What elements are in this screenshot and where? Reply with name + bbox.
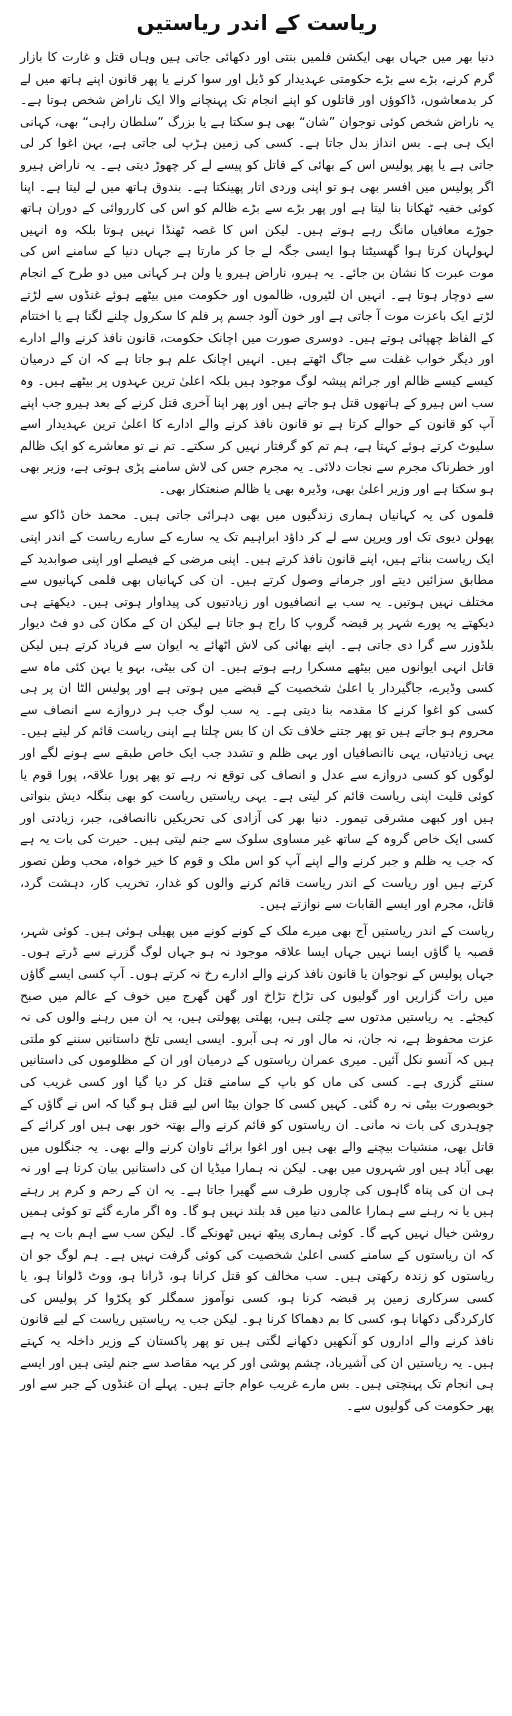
paragraph: فلموں کی یہ کہانیاں ہماری زندگیوں میں بھی دہرائی جاتی ہیں۔ محمد خان ڈاکو سے پھولن دیوی تک اور ویرپن سے لے کر داؤد ابراہیم تک یہ سارے کے سارے ریاست کے اندر اپنی ایک ریاست بناتے ہیں، اپنے قانون نافذ کرتے ہیں۔ اپنی مرضی کے فیصلے اور اپنی صوابدید کے مطابق سزائیں دیتے اور جرمانے وصول کرتے ہیں۔ ان کی کہانیاں بھی فلمی کہانیوں سے مختلف نہیں ہوتیں۔ یہ سب بے انصافیوں اور زیادتیوں کی پیداوار ہوتی ہیں۔ دیکھتے ہی دیکھتے یہ پورے شہر پر قبضہ گروپ کا راج ہو جاتا ہے لیکن ان کے مکان کی دو فٹ دیوار بلڈوزر سے گرا دی جاتی ہے۔ اپنے بھائی کی لاش اٹھائے یہ ایوان سے فریاد کرتے ہیں لیکن قاتل انہی ایوانوں میں بیٹھے مسکرا رہے ہوتے ہیں۔ ان کی بیٹی، بہو یا بہن کئی ماہ سے کسی وڈیرے، جاگیردار یا اعلیٰ شخصیت کے قبضے میں ہوتی ہے اور پولیس الٹا ان پر ہی کسی کو اغوا کرنے کا مقدمہ بنا دیتی ہے۔ یہ سب لوگ جب ہر دروازے سے انصاف سے محروم ہو جاتے ہیں تو پھر جتنے خلاف تک ان کا بس چلتا ہے اپنی ریاست قائم کر لیتے ہیں۔ یہی زیادتیاں، یہی ناانصافیاں اور یہی ظلم و تشدد جب ایک خاص طبقے سے ہونے لگے اور لوگوں کو کسی دروازے سے عدل و انصاف کی توقع نہ رہے تو پھر پورا علاقہ، پورا قوم یا کوئی قلیت اپنی ریاست قائم کر لیتی ہے۔ یہی ریاستیں ریاست کو بھی بنگلہ دیش بنواتی ہیں اور کبھی مشرقی تیمور۔ دنیا بھر کی آزادی کی تحریکیں ناانصافی، جبر، زیادتی اور کسی ایک خاص گروہ کے ساتھ غیر مساوی سلوک سے جنم لیتی ہیں۔ حیرت کی بات یہ ہے کہ جب یہ ظلم و جبر کرنے والے اپنے آپ کو اس ملک و قوم کا خیر خواہ، محب وطن تصور کرتے ہیں اور ریاست کے اندر ریاست قائم کرنے والوں کو غدار، تخریب کار، دہشت گرد، قاتل، مجرم اور ایسے القابات سے نوازتے ہیں۔ — [20, 507, 494, 912]
headline: ریاست کے اندر ریاستیں — [136, 11, 378, 35]
paragraph: ریاست کے اندر ریاستیں آج بھی میرے ملک کے کونے کونے میں پھیلی ہوئی ہیں۔ کوئی شہر، قصبہ یا گاؤں ایسا نہیں جہاں ایسا علاقہ موجود نہ ہو جہاں لوگ گزرنے سے ڈرتے ہوں۔ جہاں پولیس کے نوجوان یا قانون نافذ کرنے والے ادارے رخ نہ کرتے ہوں۔ آپ کسی ایسے گاؤں میں رات گزاریں اور گولیوں کی تڑاخ تڑاخ اور گھن گھرج میں خوف کے عالم میں صبح کیجئے۔ یہ ریاستیں مدتوں سے چلتی ہیں، پھلتی پھولتی ہیں، یہ ان میں رہنے والوں کی نہ عزت محفوظ ہے، نہ جان، نہ مال اور نہ ہی آبرو۔ ایسی ایسی تلخ داستانیں سننے کو ملتی ہیں کہ آنسو نکل آئیں۔ میری عمران ریاستوں کے درمیان اور ان کے مظلوموں کی داستانیں سنتے گزری ہے۔ کسی کی ماں کو باپ کے سامنے قتل کر دیا گیا اور کسی غریب کی خوبصورت بیٹی نہ رہ گئی۔ کہیں کسی کا جوان بیٹا اس لیے قتل ہو گیا کہ اس نے گاؤں کے چوہدری کی بات نہ مانی۔ ان ریاستوں کو قائم کرنے والے بھتہ خور بھی ہیں اور کرائے کے قاتل بھی، منشیات بیچنے والے بھی ہیں اور اغوا برائے تاوان کرنے والے بھی۔ یہ جنگلوں میں بھی آباد ہیں اور شہروں میں بھی۔ لیکن نہ ہمارا میڈیا ان کی داستانیں بیان کرتا ہے اور نہ ہی ان کی پناہ گاہوں کی چاروں طرف سے گھیرا جاتا ہے۔ یہ ان کے رحم و کرم پر رہتے ہیں یا نہ رہنے سے ہمارا عالمی دنیا میں قد بلند نہیں ہو گا۔ وہ اگر مارے گئے تو کوئی ہمیں روشن خیال نہیں کہے گا۔ کوئی ہماری پیٹھ نہیں ٹھونکے گا۔ لیکن سب سے اہم بات یہ ہے کہ ان ریاستوں کے سامنے کسی اعلیٰ شخصیت کی کوئی گرفت نہیں ہے۔ ہم لوگ جو ان ریاستوں کو زندہ رکھتی ہیں۔ سب مخالف کو قتل کرانا ہو، ڈرانا ہو، ووٹ ڈلوانا ہو، یا کسی سرکاری زمین پر قبضہ کرنا ہو، کسی نوآموز سمگلر کو پکڑوا کر پولیس کی کارکردگی دکھانا ہو، کسی کا بم دھماکا کرنا ہو۔ لیکن جب یہ ریاستیں ریاست کے لیے قانون نافذ کرنے والے اداروں کو آنکھیں دکھانے لگتی ہیں تو پھر پاکستان کے وزیر داخلہ یہ کہتے ہیں۔ یہ ریاستیں ان کی آشیرباد، چشم پوشی اور کر یہہ مقاصد سے جنم لیتی ہیں اور ایسے ہی انجام تک پہنچتی ہیں۔ بس مارے غریب عوام جاتے ہیں۔ پہلے ان غنڈوں کے جبر سے اور پھر حکومت کی گولیوں سے۔ — [20, 922, 494, 1413]
article-body — [20, 46, 494, 1416]
paragraph: دنیا بھر میں جہاں بھی ایکشن فلمیں بنتی اور دکھائی جاتی ہیں وہاں قتل و غارت کا بازار گرم کرنے، بڑے سے بڑے حکومتی عہدیدار کو ڈیل اور سوا کرنے یا پھر قانون اپنے ہاتھ میں لے کر بدمعاشوں، ڈاکوؤں اور قاتلوں کو اپنے انجام تک پہنچانے والا ایک ناراض شخص ہوتا ہے۔ یہ ناراض شخص کوئی نوجوان ”شان“ بھی ہو سکتا ہے یا بزرگ ”سلطان راہی“ بھی، کہانی ایک ہی ہے۔ بس انداز بدل جاتا ہے۔ کسی کی زمین ہڑپ لی جاتی ہے، بہن اغوا کر لی جاتی ہے یا پھر پولیس اس کے بھائی کے قاتل کو پیسے لے کر چھوڑ دیتی ہے۔ یہ ناراض ہیرو اگر پولیس میں افسر بھی ہو تو اپنی وردی اتار پھینکتا ہے۔ بندوق ہاتھ میں لے لیتا ہے۔ اپنا کوئی خفیہ ٹھکانا بنا لیتا ہے اور پھر بڑے سے بڑے ظالم کو اس کی کارروائی کے دوران ہاتھ جوڑے معافیاں مانگ رہے ہوتے ہیں۔ لیکن اس کا غصہ ٹھنڈا نہیں ہوتا بلکہ وہ انہیں لہولہان کرتا ہوا گھسیٹتا ہوا ایسی جگہ لے جا کر مارتا ہے جہاں دنیا کے سامنے اس کی موت عبرت کا نشان بن جائے۔ یہ ہیرو، ناراض ہیرو یا ولن ہر کہانی میں دو طرح کے انجام سے دوچار ہوتا ہے۔ انہیں ان لٹیروں، ظالموں اور حکومت میں بیٹھے ہوئے غنڈوں سے لڑتے لڑتے ایک باعزت موت آ جاتی ہے اور خون آلود جسم پر فلم کا سکرول چلنے لگتا ہے یا اختتام کے الفاظ چھپائی ہوتے ہیں۔ دوسری صورت میں اچانک حکومت، قانون نافذ کرنے والے ادارے اور دیگر خواب غفلت سے جاگ اٹھتے ہیں۔ انہیں اچانک علم ہو جاتا ہے کہ ان کے درمیان کیسے کیسے ظالم اور جرائم پیشہ لوگ موجود ہیں بلکہ اعلیٰ ترین عہدوں پر بیٹھے ہیں۔ وہ سب اس ہیرو کے ہاتھوں قتل ہو جاتے ہیں اور پھر اپنا آخری قتل کرنے کے بعد ہیرو جب اپنے آپ کو قانون کے حوالے کرتا ہے تو قانون نافذ کرنے والے ادارے کا اعلیٰ ترین عہدیدار اسے سلیوٹ کرتے ہوئے کہتا ہے، ہم تم کو گرفتار نہیں کر سکتے۔ تم نے تو معاشرے کو ایک ظالم اور خطرناک مجرم سے نجات دلائی۔ یہ مجرم جس کی لاش سامنے پڑی ہوتی ہے، وزیر بھی ہو سکتا ہے اور وزیر اعلیٰ بھی، وڈیرہ بھی یا ظالم صنعتکار بھی۔ — [20, 49, 494, 496]
